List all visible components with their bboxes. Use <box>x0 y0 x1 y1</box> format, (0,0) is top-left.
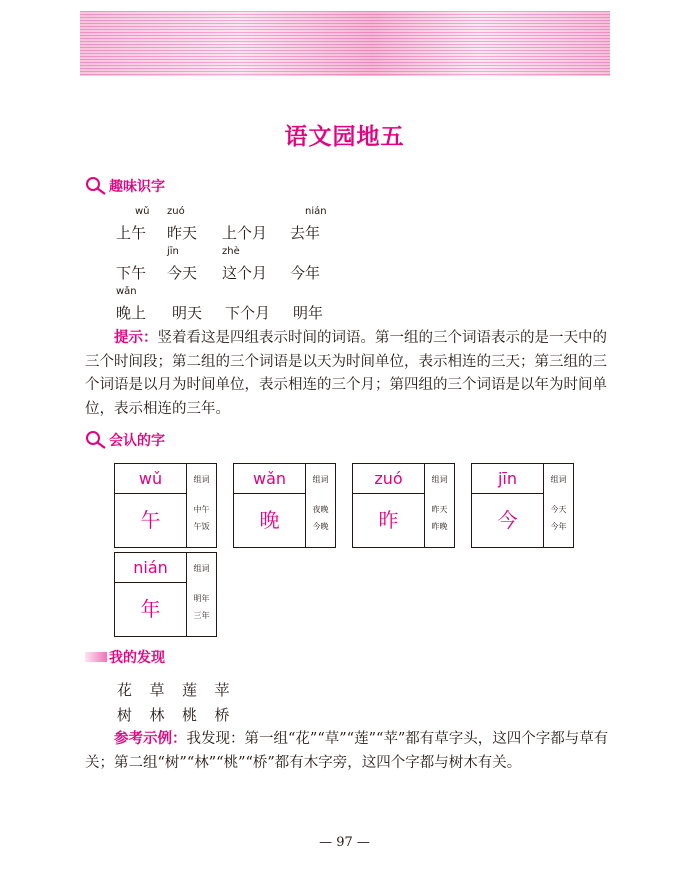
card-char: 晚 <box>259 508 280 532</box>
pinyin: zuó <box>167 206 185 217</box>
word-text: 下个月 <box>225 304 271 322</box>
char: 桃 <box>182 706 198 724</box>
card-pinyin: wǔ <box>115 464 186 494</box>
word-text: 上个月 <box>222 224 268 242</box>
card-word: 昨天 <box>431 505 448 514</box>
card-zuci-label: 组词 <box>193 475 210 484</box>
card-zuci-label: 组词 <box>312 475 329 484</box>
answer-label: 参考示例： <box>114 730 187 747</box>
card-char: 午 <box>140 508 161 532</box>
section-heading-my-discovery <box>85 645 165 669</box>
card-word: 昨晚 <box>431 522 448 531</box>
header-banner <box>80 11 610 76</box>
card-pinyin: wǎn <box>234 464 305 494</box>
word-text: 下午 <box>116 264 147 282</box>
char-card <box>114 463 217 548</box>
word <box>222 222 267 243</box>
card-word: 中午 <box>193 505 210 514</box>
page-title: 语文园地五 <box>284 123 405 150</box>
pinyin: wǎn <box>116 286 137 297</box>
char-card <box>471 463 574 548</box>
word-text: 今天 <box>167 264 198 282</box>
section-heading-recognize-chars <box>85 428 165 452</box>
word-text: 明年 <box>293 304 324 322</box>
pinyin: jīn <box>167 246 179 257</box>
card-char: 昨 <box>378 508 399 532</box>
word-text: 晚上 <box>116 304 147 322</box>
char-row <box>117 679 247 700</box>
card-word: 午饭 <box>193 522 210 531</box>
card-word: 明年 <box>193 594 210 603</box>
char: 草 <box>149 681 165 699</box>
word-text: 昨天 <box>167 224 198 242</box>
page-number: — 97 — <box>319 835 370 850</box>
word <box>167 246 198 283</box>
word <box>290 262 320 283</box>
section-heading-label: 趣味识字 <box>109 179 165 195</box>
char: 林 <box>149 706 165 724</box>
highlight-bar-icon <box>85 652 107 662</box>
pinyin: wǔ <box>135 206 150 217</box>
section-heading-label: 我的发现 <box>109 650 165 666</box>
word <box>172 302 202 323</box>
answer-text: 我发现：第一组“花”“草”“莲”“苹”都有草字头，这四个字都与草有关；第二组“树”“林”“桃”“桥”都有木字旁，这四个字都与树木有关。 <box>85 731 609 771</box>
word-text: 今年 <box>290 264 321 282</box>
char: 花 <box>117 681 133 699</box>
char: 苹 <box>214 681 230 699</box>
word <box>293 302 323 323</box>
word-text: 上午 <box>116 224 147 242</box>
card-pinyin: nián <box>115 553 186 583</box>
word <box>116 206 150 243</box>
card-word: 今晚 <box>312 522 329 531</box>
char: 树 <box>117 706 133 724</box>
hint-text: 竖着看这是四组表示时间的词语。第一组的三个词语表示的是一天中的三个时间段；第二组的三个词语是以天为时间单位，表示相连的三天；第三组的三个词语是以月为时间单位，表示相连的三个月；第四组的三个词语是以年为时间单位，表示相连的三年。 <box>85 330 607 417</box>
word <box>290 206 327 243</box>
card-word: 今年 <box>550 522 567 531</box>
char: 莲 <box>182 681 198 699</box>
hint-paragraph <box>85 326 609 421</box>
word-text: 去年 <box>290 224 321 242</box>
pinyin: nián <box>305 206 327 217</box>
card-zuci-label: 组词 <box>550 475 567 484</box>
section-heading-fun-literacy <box>85 174 165 198</box>
word-text: 明天 <box>172 304 203 322</box>
card-word: 三年 <box>193 611 210 620</box>
hint-label: 提示： <box>114 329 158 346</box>
magnifier-icon <box>85 430 107 450</box>
word <box>116 262 146 283</box>
char-card <box>114 552 217 637</box>
word <box>167 206 198 243</box>
card-pinyin: jīn <box>472 464 543 494</box>
section-heading-label: 会认的字 <box>109 433 165 449</box>
pinyin: zhè <box>222 246 240 257</box>
card-zuci-label: 组词 <box>193 564 210 573</box>
char: 桥 <box>214 706 230 724</box>
answer-paragraph <box>85 727 609 775</box>
word <box>116 286 147 323</box>
card-pinyin: zuó <box>353 464 424 494</box>
word <box>225 302 270 323</box>
char-card <box>233 463 336 548</box>
char-row <box>117 704 247 725</box>
magnifier-icon <box>85 176 107 196</box>
card-zuci-label: 组词 <box>431 475 448 484</box>
card-char: 年 <box>140 597 161 621</box>
card-char: 今 <box>497 508 518 532</box>
card-word: 夜晚 <box>312 505 329 514</box>
char-card <box>352 463 455 548</box>
card-word: 今天 <box>550 505 567 514</box>
word <box>222 246 268 283</box>
word-text: 这个月 <box>222 264 268 282</box>
